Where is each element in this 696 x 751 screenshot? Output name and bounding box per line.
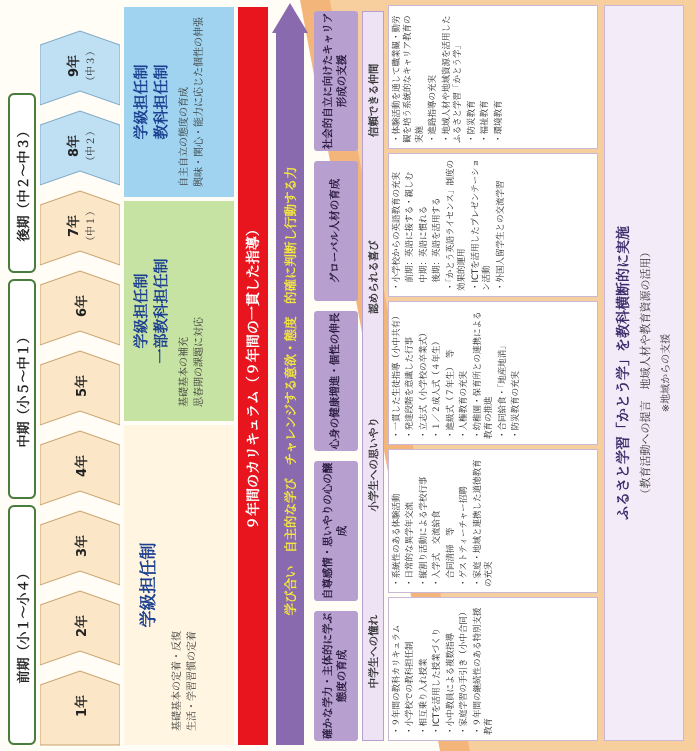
strip-text-1: 中学生への憧れ	[367, 614, 380, 689]
grade-9: 9年 （中３）	[67, 46, 97, 86]
list-4: ・小学校からの英語教育の充実 前期：英語に接する・親しむ 中期：英語に慣れる 後期：英語を活用する ・「かとう英語ライセンス」制度の効果的運用 ・ICTを活用したプレゼンテーション活動 ・外国人留学生との交流学習	[388, 153, 598, 297]
phase-early	[8, 505, 36, 745]
goal-4: グローバル人材の育成	[314, 161, 358, 301]
goal-1: 確かな学力・主体的に学ぶ態度の育成	[314, 611, 358, 741]
grade-2: 2年	[74, 614, 90, 638]
strip-text-2: 小学生への思いやり	[367, 417, 380, 512]
system-late-box	[124, 7, 234, 197]
list-5: ・体験活動を通して職業観・勤労観を培う系統的なキャリア教育の実施 ・進路指導の充実 ・地域人材や地域資源を活用したふるさと学習「かとう学」 ・防災教育 ・福祉教育 ・環境教育	[388, 5, 598, 149]
goal-2: 自尊感情・思いやりの心の醸成	[314, 461, 358, 601]
goal-3: 心身の健康増進・個性の伸長	[314, 311, 358, 451]
list-3: ・一貫した生徒指導（小中共有） ・発達段階を意識した行事 ・立志式（小学校の卒業式） ・１／２成人式（４年生） ・進級式（７年生） 等 ・人権教育の充実 ・幼稚園・保育所との連携による教育の推進 ・合同給食・「地産地消」 ・防災教育の充実	[388, 301, 598, 445]
system-middle-note-1: 基礎基本の補充	[179, 337, 190, 407]
phase-early-label: 前期（小１〜小４）	[16, 566, 32, 684]
grade-5: 5年	[74, 374, 90, 398]
system-early-note-2: 生活・学習習慣の定着	[187, 631, 199, 731]
curriculum-banner-text: ９年間のカリキュラム（９年間の一貫した指導）	[246, 222, 262, 530]
system-late-note-2: 興味・関心・能力に応じた個性の伸張	[194, 17, 205, 187]
strip-bar	[362, 11, 384, 741]
grade-6: 6年	[74, 294, 90, 318]
phase-middle-label: 中期（小５〜中１）	[16, 330, 32, 448]
arrow-text: 学び合い 自主的な学び チャレンジする意欲・態度 的確に判断し行動する力	[283, 166, 298, 616]
system-middle-note-2: 思春期の課題に対応	[194, 317, 205, 407]
phase-late	[8, 93, 36, 273]
system-late-note-1: 自主自立の態度の育成	[179, 87, 190, 187]
grade-8: 8年 （中２）	[67, 126, 97, 166]
bottom-sub-text: （教育活動への提言 地域人材や教育資源の活用）	[639, 246, 652, 500]
bottom-note-text: ※地域からの支援	[661, 333, 672, 413]
grade-4: 4年	[74, 454, 90, 478]
phase-late-label: 後期（中２〜中３）	[16, 124, 32, 242]
grade-1: 1年	[74, 694, 90, 718]
grade-3: 3年	[74, 534, 90, 558]
system-early-title: 学級担任制	[139, 542, 159, 628]
list-1: ・９年間の教科カリキュラム ・小学校での教科担任制 ・相互乗り入れ授業 ・ICTを活用した授業づくり ・小中教員による複数指導 ・家庭学習の手引き（小中合同） ・９年間の継続性のある特別支援教育	[388, 597, 598, 741]
system-middle-title: 学級担任制 一部教科担任制	[132, 258, 170, 364]
bottom-main-text: ふるさと学習「かとう学」を教科横断的に実施	[616, 226, 632, 520]
curriculum-banner	[238, 7, 268, 745]
goal-5: 社会的自立に向けたキャリア形成の支援	[314, 11, 358, 151]
list-2: ・系統性のある体験活動 ・日常的な異学年交流 ・縦割り活動による学校行事 ・入学式 交流給食 合同清掃 等 ・ゲストティーチャー招聘 ・家庭・地域と連携した道徳教育の充実	[388, 449, 598, 593]
bottom-section	[604, 5, 684, 741]
system-early-note-1: 基礎基本の定着・反復	[172, 631, 184, 731]
system-late-title: 学級担任制 教科担任制	[132, 64, 170, 140]
system-middle-box	[124, 201, 234, 421]
phase-middle	[8, 279, 36, 499]
strip-text-4: 信頼できる仲間	[367, 63, 380, 138]
strip-text-3: 認められる喜び	[367, 240, 380, 314]
system-early-box	[124, 425, 234, 745]
grade-7: 7年 （中１）	[67, 206, 97, 246]
